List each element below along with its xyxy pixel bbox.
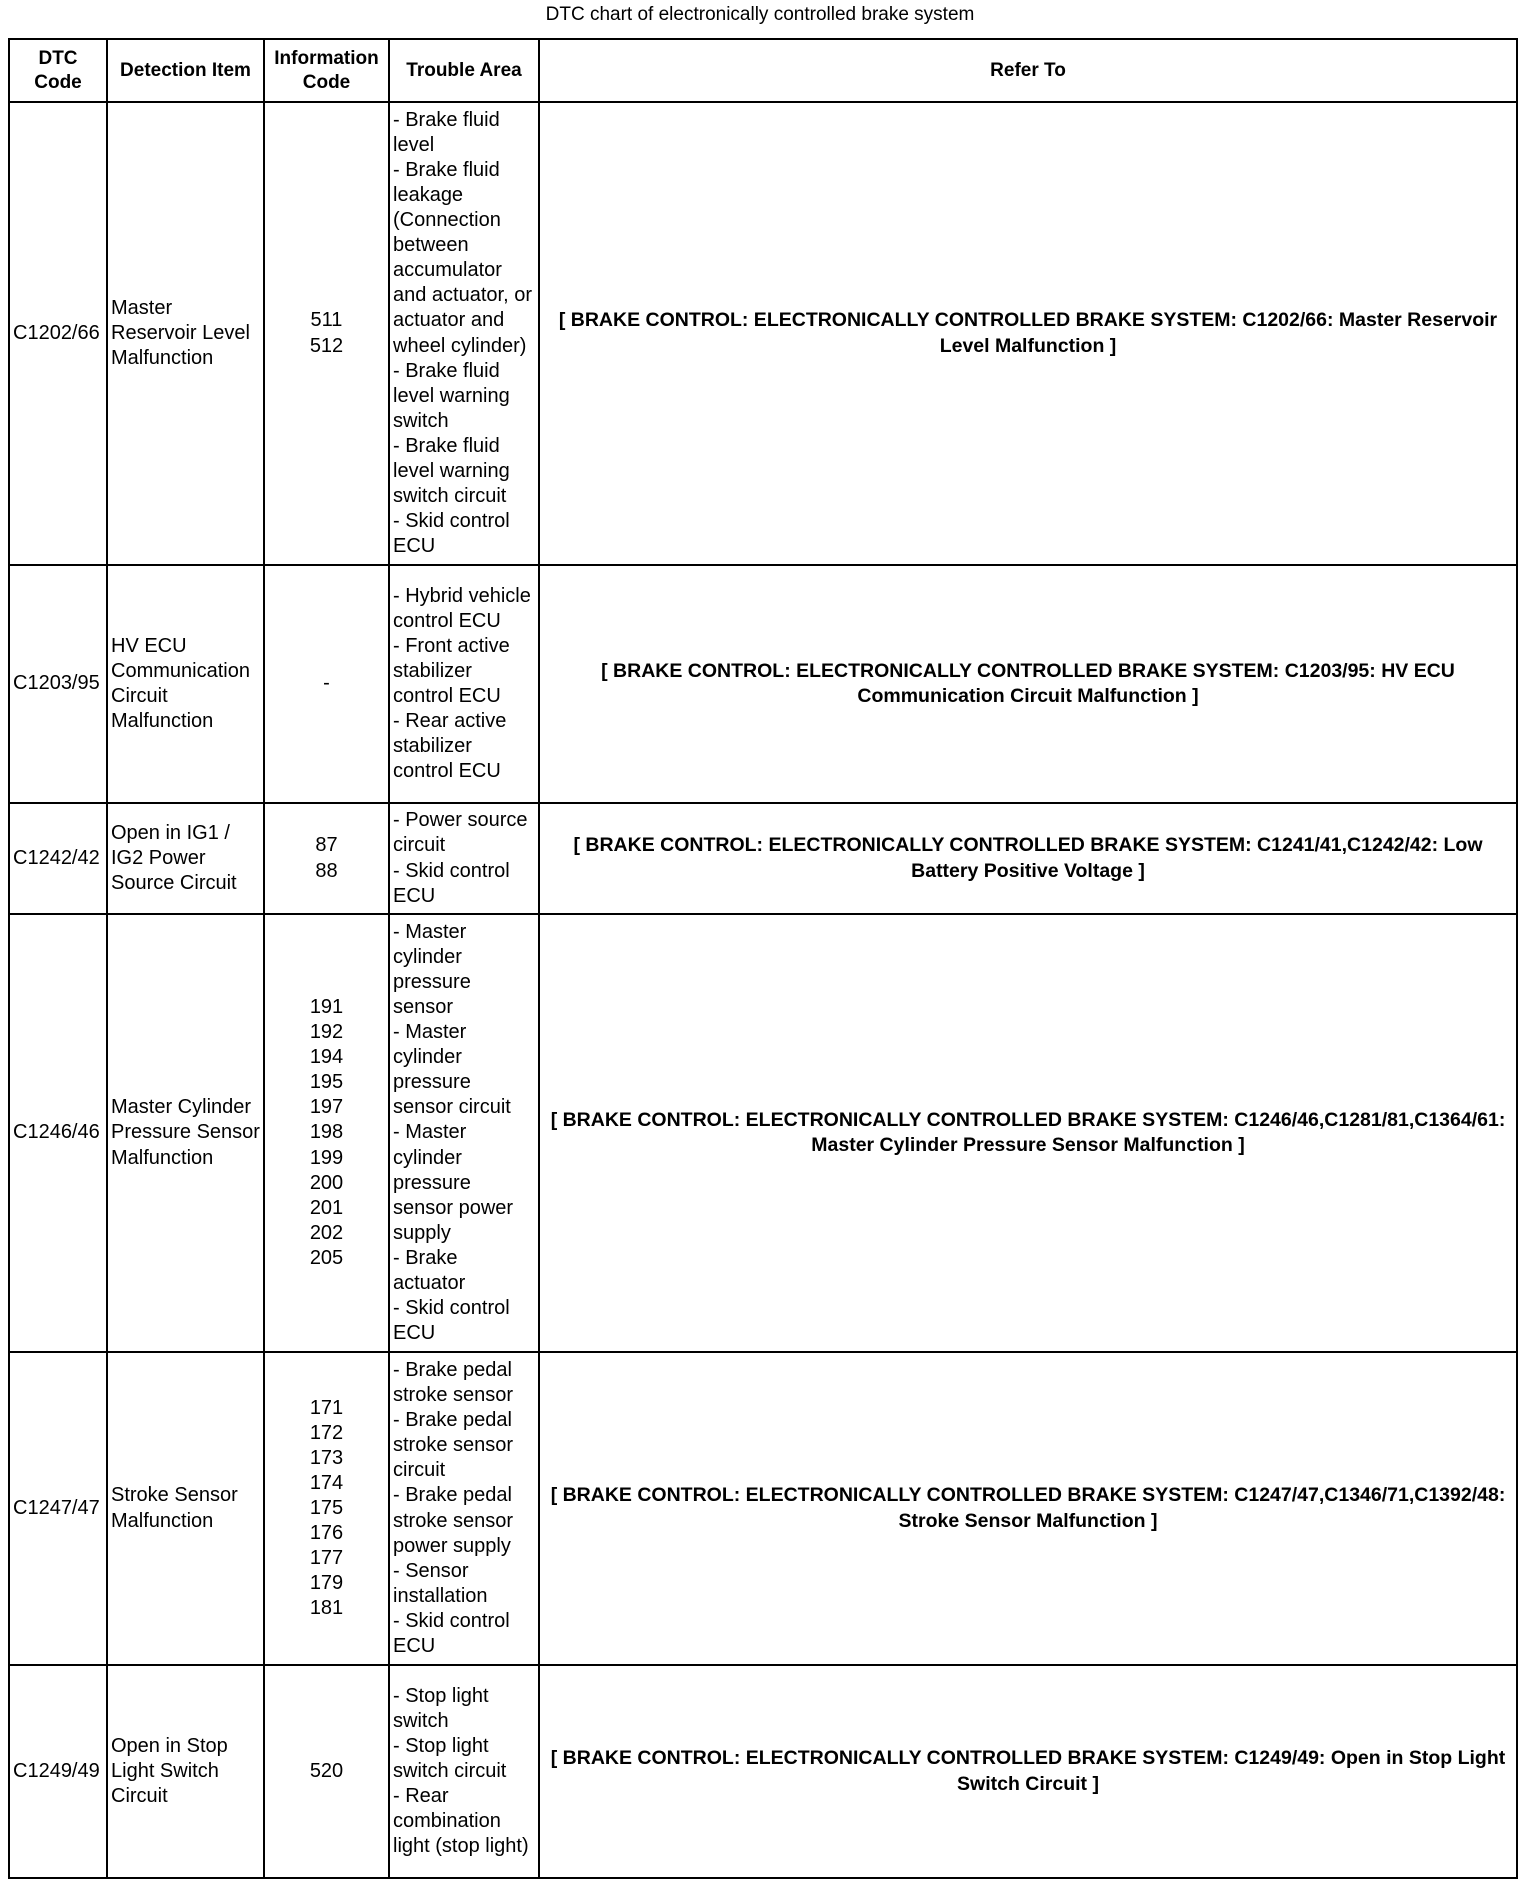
header-detection-item: Detection Item <box>107 39 264 102</box>
information-code-value: 87 <box>315 834 338 857</box>
information-code-value: 176 <box>309 1522 344 1545</box>
dtc-code-cell: C1249/49 <box>9 1665 107 1878</box>
trouble-area-item: - Brake fluid level warning switch circuit <box>393 434 510 508</box>
trouble-area-item: - Rear combination light (stop light) <box>393 1785 529 1858</box>
refer-to-link[interactable]: [ BRAKE CONTROL: ELECTRONICALLY CONTROLLED BRAKE SYSTEM: C1241/41,C1242/42: Low Battery Positive Voltage ] <box>539 803 1517 914</box>
header-trouble-area: Trouble Area <box>389 39 539 102</box>
trouble-area-item: - Master cylinder pressure sensor power supply <box>393 1121 514 1244</box>
trouble-area-item: - Stop light switch <box>393 1684 489 1732</box>
detection-item-cell: Master Reservoir Level Malfunction <box>107 102 264 565</box>
information-code-value: 171 <box>309 1396 344 1419</box>
information-code-value: 195 <box>309 1071 344 1094</box>
detection-item-cell: Open in IG1 / IG2 Power Source Circuit <box>107 803 264 914</box>
table-row <box>9 803 1517 914</box>
detection-item-cell: Stroke Sensor Malfunction <box>107 1352 264 1665</box>
page-title: DTC chart of electronically controlled brake system <box>545 4 975 25</box>
information-code-value: 177 <box>309 1547 344 1570</box>
information-code-value: - <box>323 672 330 695</box>
trouble-area-item: - Stop light switch circuit <box>393 1734 507 1782</box>
table-row <box>9 1352 1517 1665</box>
trouble-area-item: - Master cylinder pressure sensor <box>393 920 471 1018</box>
trouble-area-item: - Sensor installation <box>393 1559 488 1607</box>
trouble-area-item: - Skid control ECU <box>393 1297 510 1345</box>
dtc-code-cell: C1203/95 <box>9 565 107 803</box>
information-code-value: 88 <box>315 859 338 882</box>
trouble-area-item: - Power source circuit <box>393 809 528 857</box>
refer-to-link[interactable]: [ BRAKE CONTROL: ELECTRONICALLY CONTROLLED BRAKE SYSTEM: C1246/46,C1281/81,C1364/61: Master Cylinder Pressure Sensor Malfunction ] <box>539 914 1517 1352</box>
dtc-code-cell: C1242/42 <box>9 803 107 914</box>
dtc-table <box>8 38 1518 1879</box>
refer-to-link[interactable]: [ BRAKE CONTROL: ELECTRONICALLY CONTROLLED BRAKE SYSTEM: C1249/49: Open in Stop Light Switch Circuit ] <box>539 1665 1517 1878</box>
refer-to-link[interactable]: [ BRAKE CONTROL: ELECTRONICALLY CONTROLLED BRAKE SYSTEM: C1202/66: Master Reservoir Level Malfunction ] <box>539 102 1517 565</box>
table-row <box>9 1665 1517 1878</box>
dtc-code-cell: C1202/66 <box>9 102 107 565</box>
header-row <box>9 39 1517 102</box>
information-code-value: 191 <box>309 995 344 1018</box>
header-refer-to: Refer To <box>539 39 1517 102</box>
information-code-value: 205 <box>309 1246 344 1269</box>
information-code-value: 192 <box>309 1021 344 1044</box>
information-code-value: 179 <box>309 1572 344 1595</box>
information-code-value: 181 <box>309 1597 344 1620</box>
trouble-area-cell <box>389 1352 539 1665</box>
information-code-value: 197 <box>309 1096 344 1119</box>
refer-to-link[interactable]: [ BRAKE CONTROL: ELECTRONICALLY CONTROLLED BRAKE SYSTEM: C1203/95: HV ECU Communication Circuit Malfunction ] <box>539 565 1517 803</box>
trouble-area-cell <box>389 803 539 914</box>
information-code-value: 201 <box>309 1196 344 1219</box>
trouble-area-cell <box>389 1665 539 1878</box>
information-code-value: 199 <box>309 1146 344 1169</box>
information-code-value: 200 <box>309 1171 344 1194</box>
table-row <box>9 914 1517 1352</box>
header-information-code: Information Code <box>264 39 389 102</box>
information-code-value: 511 <box>310 309 343 332</box>
header-dtc-code: DTC Code <box>9 39 107 102</box>
trouble-area-item: - Skid control ECU <box>393 1609 510 1657</box>
trouble-area-item: - Rear active stabilizer control ECU <box>393 710 507 783</box>
trouble-area-item: - Front active stabilizer control ECU <box>393 634 510 707</box>
trouble-area-cell <box>389 102 539 565</box>
trouble-area-item: - Brake pedal stroke sensor power supply <box>393 1484 514 1557</box>
trouble-area-item: - Hybrid vehicle control ECU <box>393 584 531 632</box>
information-code-cell <box>264 102 389 565</box>
dtc-code-cell: C1247/47 <box>9 1352 107 1665</box>
trouble-area-item: - Brake pedal stroke sensor <box>393 1358 514 1407</box>
information-code-cell <box>264 803 389 914</box>
information-code-value: 173 <box>309 1446 344 1469</box>
information-code-cell <box>264 565 389 803</box>
trouble-area-item: - Brake fluid level warning switch <box>393 359 510 432</box>
trouble-area-cell <box>389 914 539 1352</box>
trouble-area-item: - Brake actuator <box>393 1246 466 1295</box>
information-code-value: 520 <box>309 1759 344 1782</box>
information-code-value: 175 <box>309 1496 344 1519</box>
information-code-value: 198 <box>309 1121 344 1144</box>
table-row <box>9 102 1517 565</box>
information-code-cell <box>264 1352 389 1665</box>
detection-item-cell: Master Cylinder Pressure Sensor Malfunction <box>107 914 264 1352</box>
information-code-value: 194 <box>309 1046 344 1069</box>
detection-item-cell: HV ECU Communication Circuit Malfunction <box>107 565 264 803</box>
refer-to-link[interactable]: [ BRAKE CONTROL: ELECTRONICALLY CONTROLLED BRAKE SYSTEM: C1247/47,C1346/71,C1392/48: Stroke Sensor Malfunction ] <box>539 1352 1517 1665</box>
information-code-value: 172 <box>309 1421 344 1444</box>
detection-item-cell: Open in Stop Light Switch Circuit <box>107 1665 264 1878</box>
information-code-cell <box>264 914 389 1352</box>
information-code-value: 202 <box>309 1221 344 1244</box>
information-code-cell <box>264 1665 389 1878</box>
trouble-area-item: - Master cylinder pressure sensor circuit <box>393 1021 511 1119</box>
trouble-area-item: - Brake fluid leakage (Connection between accumulator and actuator, or actuator and wheel cylinder) <box>393 158 532 357</box>
trouble-area-item: - Brake fluid level <box>393 108 500 156</box>
trouble-area-item: - Skid control ECU <box>393 859 510 907</box>
information-code-value: 174 <box>309 1471 344 1494</box>
trouble-area-item: - Brake pedal stroke sensor circuit <box>393 1409 514 1482</box>
dtc-code-cell: C1246/46 <box>9 914 107 1352</box>
trouble-area-cell <box>389 565 539 803</box>
trouble-area-item: - Skid control ECU <box>393 510 510 558</box>
table-row <box>9 565 1517 803</box>
information-code-value: 512 <box>309 334 344 357</box>
